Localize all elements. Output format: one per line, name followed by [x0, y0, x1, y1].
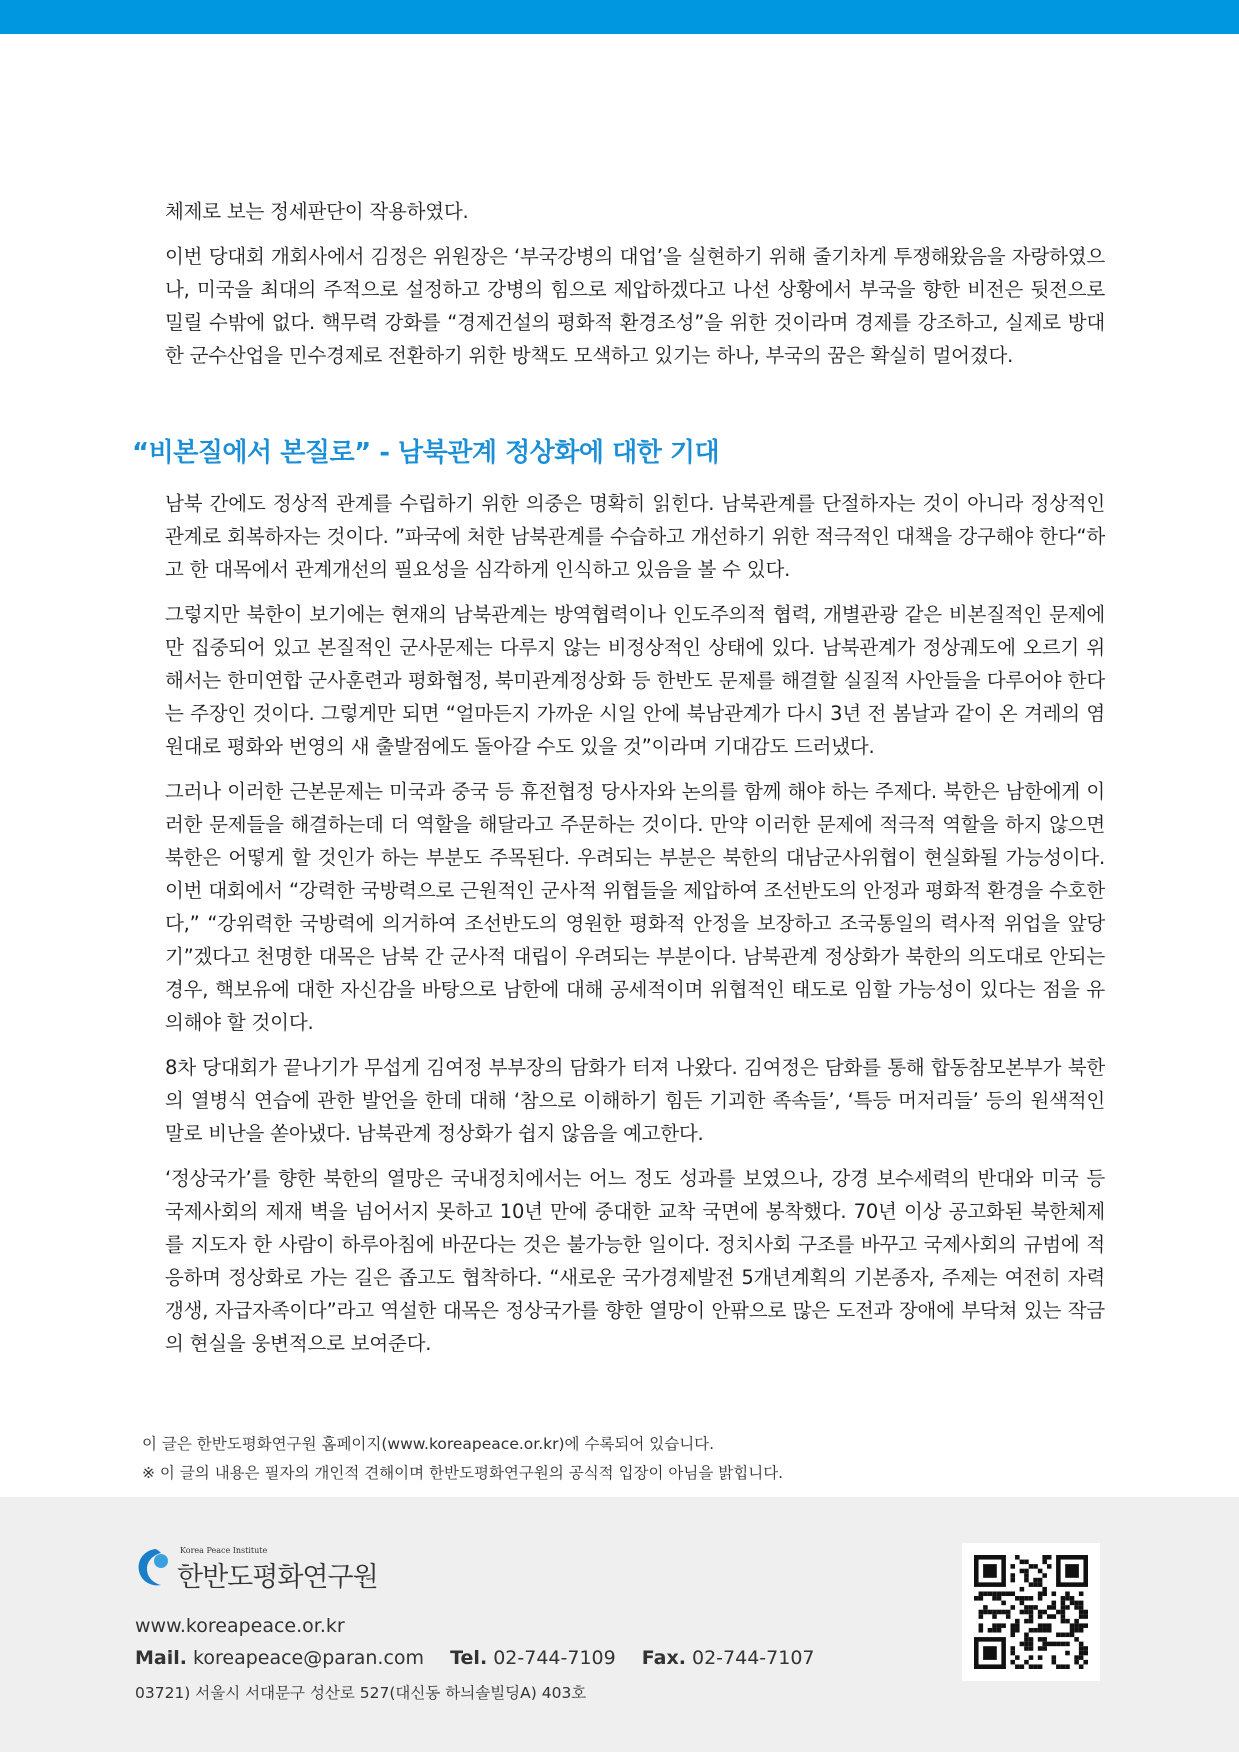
- mail-label: Mail.: [135, 1647, 187, 1669]
- tel-label: Tel.: [450, 1647, 488, 1669]
- paragraph: 8차 당대회가 끝나기가 무섭게 김여정 부부장의 담화가 터져 나왔다. 김여정은 담화를 통해 합동참모본부가 북한의 열병식 연습에 관한 발언을 한데 대해 ‘참으로 이해하기 힘든 기괴한 족속들’, ‘특등 머저리들’ 등의 원색적인 말로 비난을 쏟아냈다. 남북관계 정상화가 쉽지 않음을 예고한다.: [165, 1056, 1105, 1145]
- mail-address[interactable]: koreapeace@paran.com: [193, 1647, 425, 1669]
- paragraph: ‘정상국가’를 향한 북한의 열망은 국내정치에서는 어느 정도 성과를 보였으나, 강경 보수세력의 반대와 미국 등 국제사회의 제재 벽을 넘어서지 못하고 10년 만에 중대한 교착 국면에 봉착했다. 70년 이상 공고화된 북한체제를 지도자 한 사람이 하루아침에 바꾼다는 것은 불가능한 일이다. 정치사회 구조를 바꾸고 국제사회의 규범에 적응하며 정상화로 가는 길은 좁고도 협착하다. “새로운 국가경제발전 5개년계획의 기본종자, 주제는 여전히 자력갱생, 자급자족이다”라고 역설한 대목은 정상국가를 향한 열망이 안팎으로 많은 도전과 장애에 부닥쳐 있는 작금의 현실을 웅변적으로 보여준다.: [165, 1167, 1105, 1355]
- body-top: [165, 195, 1105, 384]
- footnote-source: 이 글은 한반도평화연구원 홈페이지(www.koreapeace.or.kr)에 수록되어 있습니다.: [142, 1435, 715, 1453]
- paragraph: 남북 간에도 정상적 관계를 수립하기 위한 의중은 명확히 읽힌다. 남북관계를 단절하자는 것이 아니라 정상적인 관계로 회복하자는 것이다. ”파국에 처한 남북관계를 수습하고 개선하기 위한 적극적인 대책을 강구해야 한다“하고 한 대목에서 관계개선의 필요성을 심각하게 인식하고 있음을 볼 수 있다.: [165, 492, 1105, 581]
- logo-english: Korea Peace Institute: [180, 1546, 268, 1555]
- address: 03721) 서울시 서대문구 성산로 527(대신동 하늬솔빌딩A) 403호: [135, 1684, 587, 1702]
- footnotes: [142, 1430, 783, 1488]
- fax-number: 02-744-7107: [692, 1647, 815, 1669]
- logo-name: 한반도평화연구원: [177, 1562, 378, 1593]
- paragraph: 그러나 이러한 근본문제는 미국과 중국 등 휴전협정 당사자와 논의를 함께 해야 하는 주제다. 북한은 남한에게 이러한 문제들을 해결하는데 더 역할을 해달라고 주문하는 것이다. 만약 이러한 문제에 적극적 역할을 하지 않으면 북한은 어떻게 할 것인가 하는 부분도 주목된다. 우려되는 부분은 북한의 대남군사위협이 현실화될 가능성이다. 이번 대회에서 “강력한 국방력으로 근원적인 군사적 위협들을 제압하여 조선반도의 안정과 평화적 환경을 수호한다,” “강위력한 국방력에 의거하여 조선반도의 영원한 평화적 안정을 보장하고 조국통일의 력사적 위업을 앞당기”겠다고 천명한 대목은 남북 간 군사적 대립이 우려되는 부분이다. 남북관계 정상화가 북한의 의도대로 안되는 경우, 핵보유에 대한 자신감을 바탕으로 남한에 대해 공세적이며 위협적인 태도로 임할 가능성이 있다는 점을 유의해야 할 것이다.: [165, 780, 1105, 1034]
- paragraph: 그렇지만 북한이 보기에는 현재의 남북관계는 방역협력이나 인도주의적 협력, 개별관광 같은 비본질적인 문제에만 집중되어 있고 본질적인 군사문제는 다루지 않는 비정상적인 상태에 있다. 남북관계가 정상궤도에 오르기 위해서는 한미연합 군사훈련과 평화협정, 북미관계정상화 등 한반도 문제를 해결할 실질적 사안들을 다루어야 한다는 주장인 것이다. 그렇게만 되면 “얼마든지 가까운 시일 안에 북남관계가 다시 3년 전 봄날과 같이 온 겨레의 염원대로 평화와 번영의 새 출발점에도 돌아갈 수도 있을 것”이라며 기대감도 드러냈다.: [165, 603, 1105, 758]
- paragraph: 이번 당대회 개회사에서 김정은 위원장은 ‘부국강병의 대업’을 실현하기 위해 줄기차게 투쟁해왔음을 자랑하였으나, 미국을 최대의 주적으로 설정하고 강병의 힘으로 제압하겠다고 나선 상황에서 부국을 향한 비전은 뒷전으로 밀릴 수밖에 없다. 핵무력 강화를 “경제건설의 평화적 환경조성”을 위한 것이라며 경제를 강조하고, 실제로 방대한 군수산업을 민수경제로 전환하기 위한 방책도 모색하고 있기는 하나, 부국의 꿈은 확실히 멀어졌다.: [165, 245, 1105, 367]
- body-section: [165, 487, 1105, 1372]
- logo-mark-icon: [135, 1545, 175, 1589]
- section-heading: “비본질에서 본질로” - 남북관계 정상화에 대한 기대: [132, 438, 720, 468]
- contact-line: [135, 1647, 815, 1669]
- fax-label: Fax.: [641, 1647, 686, 1669]
- footnote-disclaimer: ※ 이 글의 내용은 필자의 개인적 견해이며 한반도평화연구원의 공식적 입장이 아님을 밝힙니다.: [142, 1464, 784, 1482]
- qr-code[interactable]: [962, 1543, 1100, 1681]
- paragraph: 체제로 보는 정세판단이 작용하였다.: [165, 200, 469, 223]
- qr-code-icon: [974, 1555, 1088, 1669]
- top-accent-bar: [0, 0, 1239, 34]
- footer: [0, 1497, 1239, 1752]
- institute-logo: [135, 1545, 395, 1595]
- tel-number: 02-744-7109: [493, 1647, 616, 1669]
- website-link[interactable]: www.koreapeace.or.kr: [135, 1615, 345, 1637]
